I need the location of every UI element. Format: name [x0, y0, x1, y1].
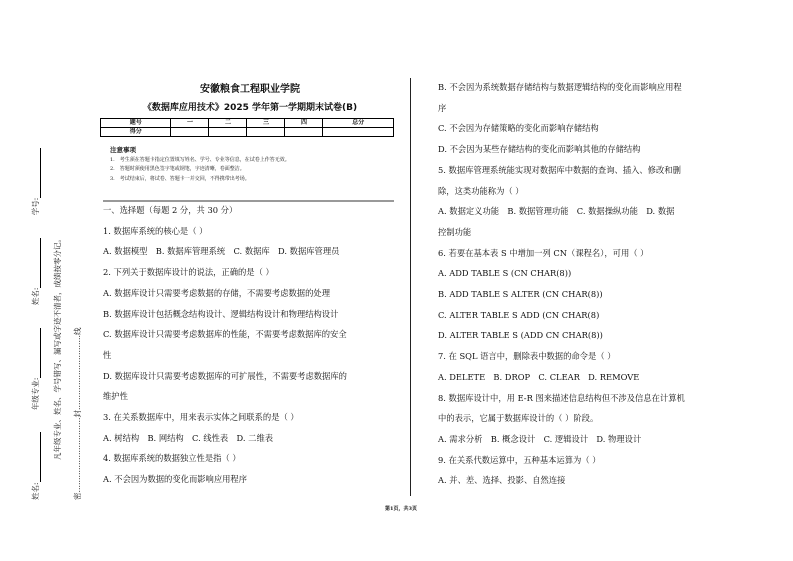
field-label: 姓名:	[31, 482, 40, 500]
score-row-label: 得分	[101, 128, 171, 137]
text-line: 5. 数据库管理系统能实现对数据库中数据的查询、插入、修改和删	[438, 164, 681, 175]
binding-margin	[30, 140, 90, 500]
text-line: 6. 若要在基本表 S 中增加一列 CN（课程名），可用（ ）	[438, 247, 649, 258]
score-header-cell: 二	[209, 119, 247, 128]
page-footer: 第1页，共3页	[385, 506, 417, 512]
column-divider	[410, 78, 411, 496]
text-line: 4. 数据库系统的数据独立性是指（ ）	[103, 453, 241, 464]
text-line: A. ADD TABLE S (CN CHAR(8))	[438, 268, 572, 279]
text-line: 性	[103, 349, 112, 360]
text-line: C. 不会因为存储策略的变化而影响存储结构	[438, 123, 599, 134]
notice-item: 1. 考生须在答题卡指定位置填写姓名、学号、专业等信息，在试卷上作答无效。	[110, 156, 290, 163]
text-line: D. 不会因为某些存储结构的变化而影响其他的存储结构	[438, 144, 641, 155]
text-line: A. 不会因为数据的变化而影响应用程序	[103, 474, 248, 485]
score-header-cell: 一	[171, 119, 209, 128]
score-header-cell: 三	[247, 119, 285, 128]
text-line: 7. 在 SQL 语言中，删除表中数据的命令是（ ）	[438, 351, 616, 362]
text-line: B. 不会因为系统数据存储结构与数据逻辑结构的变化而影响应用程	[438, 82, 682, 92]
text-line: 维护性	[103, 391, 128, 402]
notice-item: 2. 答题时须使用黑色签字笔或钢笔，字迹清晰，卷面整洁。	[110, 166, 245, 172]
left-column	[103, 200, 347, 490]
score-cell	[171, 128, 209, 137]
text-line: C. 数据库设计只需要考虑数据库的性能，不需要考虑数据库的安全	[103, 329, 347, 340]
text-line: 一、选择题（每题 2 分，共 30 分）	[103, 205, 238, 215]
text-line: 序	[438, 102, 447, 113]
text-line: 2. 下列关于数据库设计的说法，正确的是（ ）	[103, 267, 274, 278]
school-name: 安徽粮食工程职业学院	[200, 84, 300, 95]
text-line: A. 需求分析 B. 概念设计 C. 逻辑设计 D. 物理设计	[438, 433, 642, 444]
field-line	[40, 238, 41, 288]
text-line: 1. 数据库系统的核心是（ ）	[103, 225, 208, 236]
text-line: 控制功能	[438, 226, 472, 237]
field-line	[40, 148, 41, 198]
seal-line: 密…………………………封…………………………线	[73, 327, 82, 500]
text-line: A. 并、差、选择、投影、自然连接	[438, 475, 566, 486]
score-header-cell: 题号	[101, 119, 171, 128]
text-line: 中的表示，它属于数据库设计的（ ）阶段。	[438, 413, 599, 424]
field-label: 学号:	[31, 197, 40, 216]
text-line: A. 数据定义功能 B. 数据管理功能 C. 数据操纵功能 D. 数据	[438, 206, 675, 217]
notice-item: 3. 考试结束后，将试卷、答题卡一并交回，不得携带出考场。	[110, 175, 250, 182]
text-line: B. 数据库设计包括概念结构设计、逻辑结构设计和物理结构设计	[103, 308, 339, 319]
text-line: D. 数据库设计只需要考虑数据库的可扩展性，不需要考虑数据库的	[103, 370, 347, 381]
warning-text: 凡年级专业、姓名、学号错写、漏写或字迹不清者，成绩按零分记。	[53, 235, 62, 460]
score-cell	[323, 128, 394, 137]
text-line: 除，这类功能称为（ ）	[438, 185, 524, 196]
field-label: 年级专业:	[31, 377, 40, 411]
text-line: A. 数据模型 B. 数据库管理系统 C. 数据库 D. 数据库管理员	[103, 246, 340, 257]
text-line: A. DELETE B. DROP C. CLEAR D. REMOVE	[438, 371, 640, 382]
field-line	[40, 328, 41, 378]
notice	[110, 146, 290, 184]
score-table	[100, 118, 394, 137]
right-column	[438, 77, 685, 491]
exam-title: 《数据库应用技术》2025 学年第一学期期末试卷(B)	[142, 103, 358, 113]
score-cell	[285, 128, 323, 137]
text-line: 3. 在关系数据库中，用来表示实体之间联系的是（ ）	[103, 412, 299, 423]
field-line	[40, 432, 41, 482]
score-header-cell: 四	[285, 119, 323, 128]
text-line: 8. 数据库设计中，用 E-R 图来描述信息结构但不涉及信息在计算机	[438, 392, 685, 403]
notice-heading: 注意事项	[110, 146, 136, 154]
field-label: 姓名:	[31, 287, 40, 306]
text-line: C. ALTER TABLE S ADD (CN CHAR(8)	[438, 309, 600, 320]
text-line: A. 数据库设计只需要考虑数据的存储，不需要考虑数据的处理	[103, 287, 330, 298]
text-line: 9. 在关系代数运算中，五种基本运算为（ ）	[438, 454, 601, 465]
score-header-cell: 总分	[323, 119, 394, 128]
text-line: A. 树结构 B. 网结构 C. 线性表 D. 二维表	[103, 432, 274, 443]
text-line: B. ADD TABLE S ALTER (CN CHAR(8))	[438, 289, 603, 300]
score-cell	[247, 128, 285, 137]
text-line: D. ALTER TABLE S (ADD CN CHAR(8))	[438, 330, 603, 341]
score-cell	[209, 128, 247, 137]
